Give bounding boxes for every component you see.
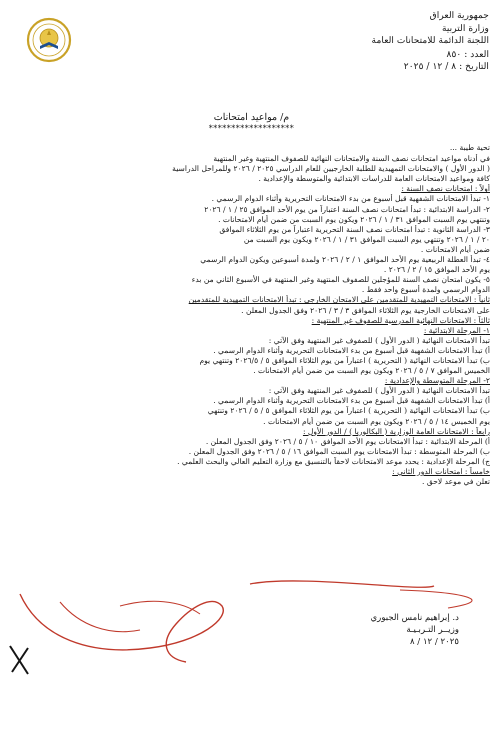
body-line: أ) تبدأ الامتحانات الشفهية قبل أسبوع من بدء الامتحانات التحريرية وأثناء الدوام الرسمي . [213,345,490,355]
body-line: ٢٠ / ١ / ٢٠٢٦ وتنتهي يوم السبت الموافق ٣١ / ١ / ٢٠٢٦ ويكون يوم السبت من [243,234,490,244]
signatory-title: وزيــر التـربـيـة [406,625,459,635]
number-value: ٨٥٠ [446,48,462,60]
letter-subject: م/ مواعيد امتحانات [213,112,290,123]
body-line: أ) تبدأ الامتحانات الشفهية قبل أسبوع من بدء الامتحانات التحريرية وأثناء الدوام الرسمي . [213,396,490,406]
body-line: خامساً : امتحانات الدور الثاني : [392,467,490,476]
body-line: ثالثاً : الامتحانات النهائية المدرسية للصفوف غير المنتهية : [311,315,490,325]
body-line: ٢- المرحلة المتوسطة والإعدادية : [384,376,490,386]
date-label: التاريخ : [459,61,489,72]
body-line: ١- المرحلة الابتدائية : [423,325,490,335]
body-line: الخميس الموافق ٧ / ٥ / ٢٠٢٦ ويكون يوم السبت من ضمن أيام الامتحانات . [253,366,490,376]
cross-mark-icon [6,640,32,680]
letterhead-ministry: وزارة التربية [441,22,489,34]
subject-separator: ******************* [208,124,295,133]
body-line: ثانياً : الامتحانات التمهيدية للمتقدمين على الامتحان الخارجي : تبدأ الامتحانات التمهيدية للمتقدمين [188,295,490,305]
date-value: ٨ / ١٢ / ٢٠٢٥ [403,61,457,72]
body-line: ب) تبدأ الامتحانات النهائية ( التحريرية ) اعتباراً من يوم الثلاثاء الموافق ٥ / ٢٠٢٦/٥ وتنتهي يوم [199,355,490,365]
body-line: في أدناه مواعيد امتحانات نصف السنة والامتحانات النهائية للصفوف المنتهية وغير المنتهية [213,154,490,164]
number-label: العدد : [464,48,489,60]
body-line: ضمن أيام الامتحانات . [420,244,490,254]
letterhead [299,10,489,74]
body-line: ( الدور الأول ) والامتحانات التمهيدية للطلبة الخارجيين للعام الدراسي ٢٠٢٥ / ٢٠٢٦ وللمراحل الدراسية [172,164,490,174]
body-line: تبدأ الامتحانات النهائية ( الدور الأول ) للصفوف غير المنتهية وفق الآتي : [268,386,490,396]
signature-date: ٢٠٢٥ / ١٢ / ٨ [409,637,459,647]
body-line: تبدأ الامتحانات النهائية ( الدور الأول ) للصفوف غير المنتهية وفق الآتي : [268,335,490,345]
signatory-name: د. إبراهيم نامس الجبوري [370,613,459,623]
letterhead-committee: اللجنة الدائمة للامتحانات العامة [371,35,489,46]
body-line: أولاً : امتحانات نصف السنة : [401,184,490,194]
body-line: الدوام الرسمي ولمدة أسبوع واحد فقط . [361,285,490,295]
body-line: تحية طيبة ... [449,143,490,152]
body-line: ٥- يكون امتحان نصف السنة للمؤجلين للصفوف المنتهية وغير المنتهية في الأسبوع الثاني من بدء [191,275,490,285]
letterhead-republic: جمهورية العراق [429,10,489,21]
body-line: ٤- تبدأ العطلة الربيعية يوم الأحد الموافق ١ / ٢ / ٢٠٢٦ ولمدة أسبوعين ويكون الدوام الرسمي [200,255,490,265]
ministry-seal-icon [26,17,72,63]
body-line: ١- تبدأ الامتحانات الشفهية قبل أسبوع من بدء الامتحانات التحريرية وأثناء الدوام الرسمي . [211,194,490,204]
handwritten-pen-marks [0,578,503,748]
body-line: رابعاً : الامتحانات العامة الوزارية ( البكالوريا ) / الدور الأول : [302,426,490,436]
body-line: ب) المرحلة المتوسطة : تبدأ الامتحانات يوم السبت الموافق ١٦ / ٥ / ٢٠٢٦ وفق الجدول المعلن . [188,446,490,456]
body-line: ب) تبدأ الامتحانات النهائية ( التحريرية ) اعتباراً من يوم الثلاثاء الموافق ٥ / ٥ / ٢٠٢٦ وتنتهي [207,406,490,416]
body-line: ٢- الدراسة الابتدائية : تبدأ امتحانات نصف السنة اعتباراً من يوم الأحد الموافق ٢٥ / ١ / ٢٠٢٦ [204,204,490,214]
body-line: على الامتحانات الخارجية يوم الثلاثاء الموافق ٣ / ٣ / ٢٠٢٦ وفق الجدول المعلن . [241,305,490,315]
body-line: تعلن في موعد لاحق . [422,477,490,487]
body-line: يوم الخميس ١٤ / ٥ / ٢٠٢٦ ويكون يوم السبت من ضمن أيام الامتحانات . [263,416,490,426]
body-line: وتنتهي يوم السبت الموافق ٣١ / ١ / ٢٠٢٦ ويكون يوم السبت من ضمن أيام الامتحانات . [218,214,490,224]
body-line: ج) المرحلة الإعدادية : يحدد موعد الامتحانات لاحقاً بالتنسيق مع وزارة التعليم العالي والبحث العلمي . [177,456,490,466]
signature-block [259,612,459,648]
body-line: ٣- الدراسة الثانوية : تبدأ امتحانات نصف السنة التحريرية اعتباراً من يوم الثلاثاء الموافق [219,224,490,234]
reference-date [299,61,489,74]
body-line: أ) المرحلة الابتدائية : تبدأ الامتحانات يوم الأحد الموافق ١٠ / ٥ / ٢٠٢٦ وفق الجدول المعلن . [205,436,490,446]
letter-body [8,143,490,487]
reference-number [299,49,489,62]
body-line: كافة ومواعيد الامتحانات العامة للدراسات الابتدائية والمتوسطة والإعدادية . [258,174,490,184]
body-line: يوم الأحد الموافق ١٥ / ٢ / ٢٠٢٦ . [383,265,490,275]
